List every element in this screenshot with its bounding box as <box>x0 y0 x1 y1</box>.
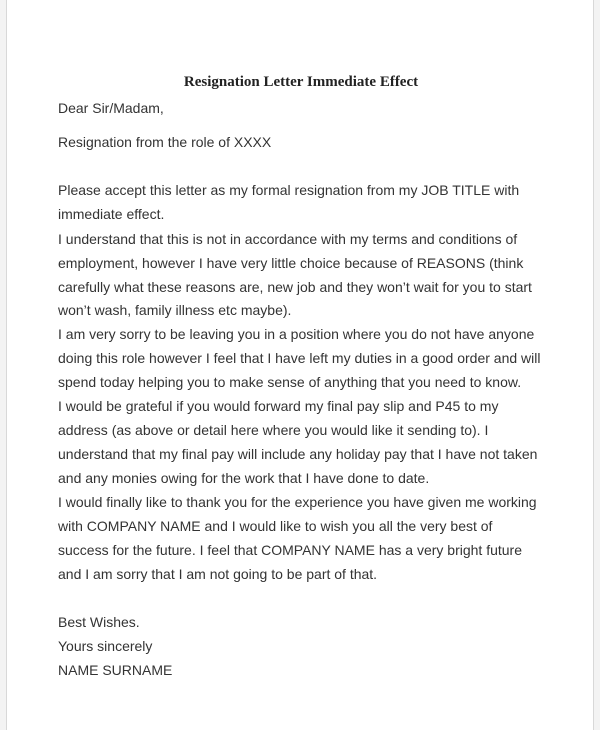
signature-name: NAME SURNAME <box>58 662 173 678</box>
body-line: I would be grateful if you would forward my final pay slip and P45 to my <box>58 398 499 414</box>
body-line: immediate effect. <box>58 206 165 222</box>
salutation: Dear Sir/Madam, <box>58 100 164 116</box>
body-line: understand that my final pay will include any holiday pay that I have not taken <box>58 446 538 462</box>
body-line: spend today helping you to make sense of anything that you need to know. <box>58 374 522 390</box>
signoff-line: Yours sincerely <box>58 638 153 654</box>
document-page <box>6 0 594 730</box>
body-line: won’t wash, family illness etc maybe). <box>58 302 292 318</box>
body-line: doing this role however I feel that I have left my duties in a good order and will <box>58 350 541 366</box>
body-line: with COMPANY NAME and I would like to wish you all the very best of <box>58 518 493 534</box>
body-line: address (as above or detail here where you would like it sending to). I <box>58 422 489 438</box>
page-title: Resignation Letter Immediate Effect <box>183 74 419 90</box>
body-line: success for the future. I feel that COMPANY NAME has a very bright future <box>58 542 523 558</box>
body-line: Please accept this letter as my formal resignation from my JOB TITLE with <box>58 182 520 198</box>
body-line: and I am sorry that I am not going to be part of that. <box>58 566 378 582</box>
body-line: I am very sorry to be leaving you in a position where you do not have anyone <box>58 326 535 342</box>
body-line: I would finally like to thank you for the experience you have given me working <box>58 494 537 510</box>
body-line: employment, however I have very little choice because of REASONS (think <box>58 255 524 271</box>
subject-line: Resignation from the role of XXXX <box>58 134 272 150</box>
body-line: I understand that this is not in accordance with my terms and conditions of <box>58 231 518 247</box>
closing-line: Best Wishes. <box>58 614 140 630</box>
body-line: and any monies owing for the work that I have done to date. <box>58 470 430 486</box>
body-line: carefully what these reasons are, new job and they won’t wait for you to start <box>58 279 532 295</box>
